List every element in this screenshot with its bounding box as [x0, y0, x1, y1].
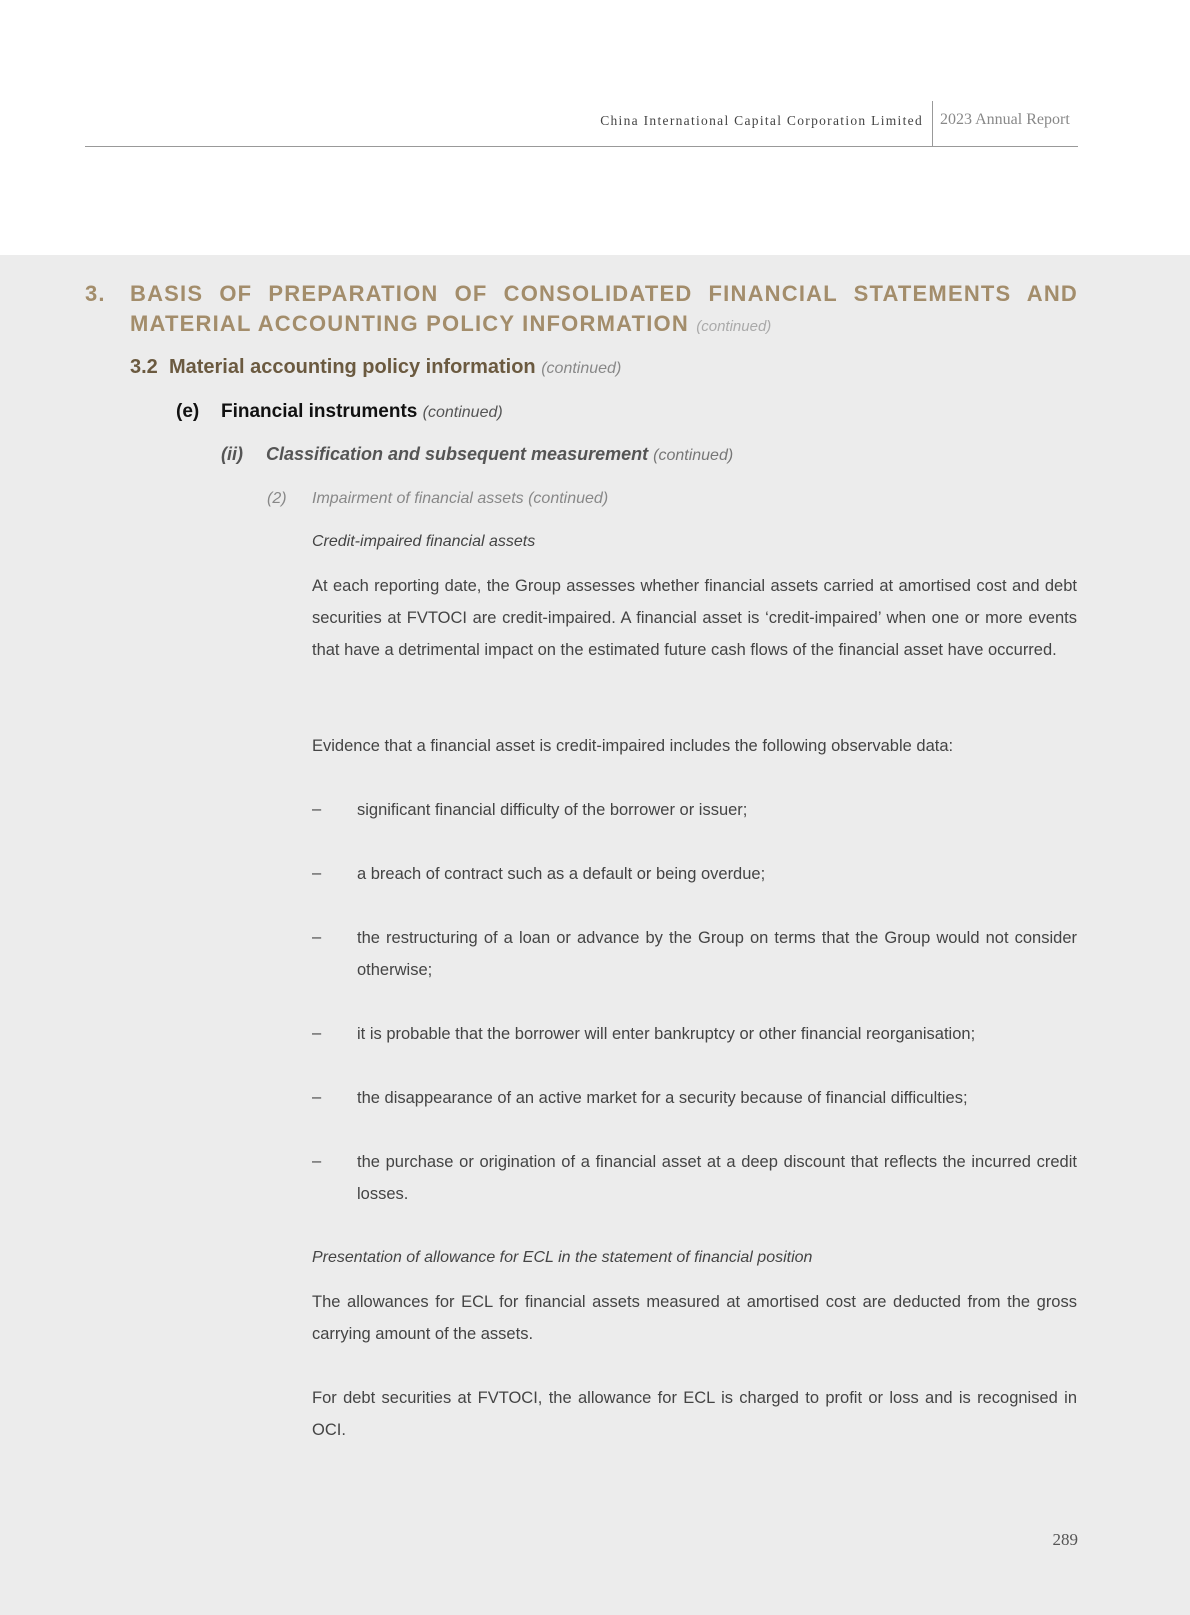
bullet-item: the purchase or origination of a financial asset at a deep discount that reflects the incurred credit losses. — [357, 1153, 1077, 1203]
credit-impaired-heading: Credit-impaired financial assets — [312, 533, 536, 550]
header-divider — [932, 101, 933, 146]
item-e-heading — [221, 401, 503, 423]
subsection-heading — [130, 356, 621, 379]
section-title-text: MATERIAL ACCOUNTING POLICY INFORMATION — [130, 311, 689, 336]
section-number: 3. — [85, 281, 106, 306]
bullet-dash: – — [312, 864, 322, 882]
evidence-paragraph: Evidence that a financial asset is credit-impaired includes the following observable data: — [312, 737, 954, 755]
bullet-dash: – — [312, 928, 322, 946]
presentation-paragraph-2: For debt securities at FVTOCI, the allowance for ECL is charged to profit or loss and is recognised in OCI. — [312, 1389, 1077, 1439]
item-e-title: Financial instruments — [221, 401, 418, 422]
bullet-item: a breach of contract such as a default or being overdue; — [357, 865, 766, 883]
item-2-label: (2) — [267, 490, 287, 507]
bullet-item: significant financial difficulty of the borrower or issuer; — [357, 801, 748, 819]
page-number: 289 — [1052, 1530, 1078, 1549]
header-rule — [85, 146, 1078, 147]
presentation-paragraph-1: The allowances for ECL for financial assets measured at amortised cost are deducted from the gross carrying amount of the assets. — [312, 1293, 1077, 1343]
item-ii-label: (ii) — [221, 444, 243, 464]
item-ii-title: Classification and subsequent measurement — [266, 444, 649, 464]
header-report: 2023 Annual Report — [940, 111, 1070, 128]
credit-impaired-paragraph: At each reporting date, the Group assesses whether financial assets carried at amortised cost and debt securities at FVTOCI are credit-impaired. A financial asset is ‘credit-impaired’ when one or more events that have a detrimental impact on the estimated future cash flows of the financial asset have occurred. — [312, 577, 1077, 659]
continued-note: (continued) — [541, 360, 622, 377]
section-title-line2 — [130, 311, 1078, 337]
subsection-title: Material accounting policy information — [168, 356, 536, 378]
bullet-dash: – — [312, 1024, 322, 1042]
bullet-dash: – — [312, 1152, 322, 1170]
subsection-number: 3.2 — [130, 356, 158, 378]
item-2-title: Impairment of financial assets (continued) — [312, 490, 609, 507]
bullet-item: the disappearance of an active market for a security because of financial difficulties; — [357, 1089, 968, 1107]
item-e-label: (e) — [176, 401, 200, 422]
bullet-dash: – — [312, 800, 322, 818]
bullet-item: it is probable that the borrower will enter bankruptcy or other financial reorganisation; — [357, 1025, 976, 1043]
bullet-dash: – — [312, 1088, 322, 1106]
continued-note: (continued) — [422, 404, 503, 421]
section-title-line1: BASIS OF PREPARATION OF CONSOLIDATED FINANCIAL STATEMENTS AND — [130, 281, 1078, 306]
bullet-item: the restructuring of a loan or advance by the Group on terms that the Group would not consider otherwise; — [357, 929, 1077, 979]
item-ii-heading — [266, 444, 733, 465]
continued-note: (continued) — [696, 318, 772, 335]
continued-note: (continued) — [653, 447, 734, 464]
header-company: China International Capital Corporation Limited — [600, 113, 923, 128]
presentation-heading: Presentation of allowance for ECL in the statement of financial position — [312, 1249, 813, 1266]
